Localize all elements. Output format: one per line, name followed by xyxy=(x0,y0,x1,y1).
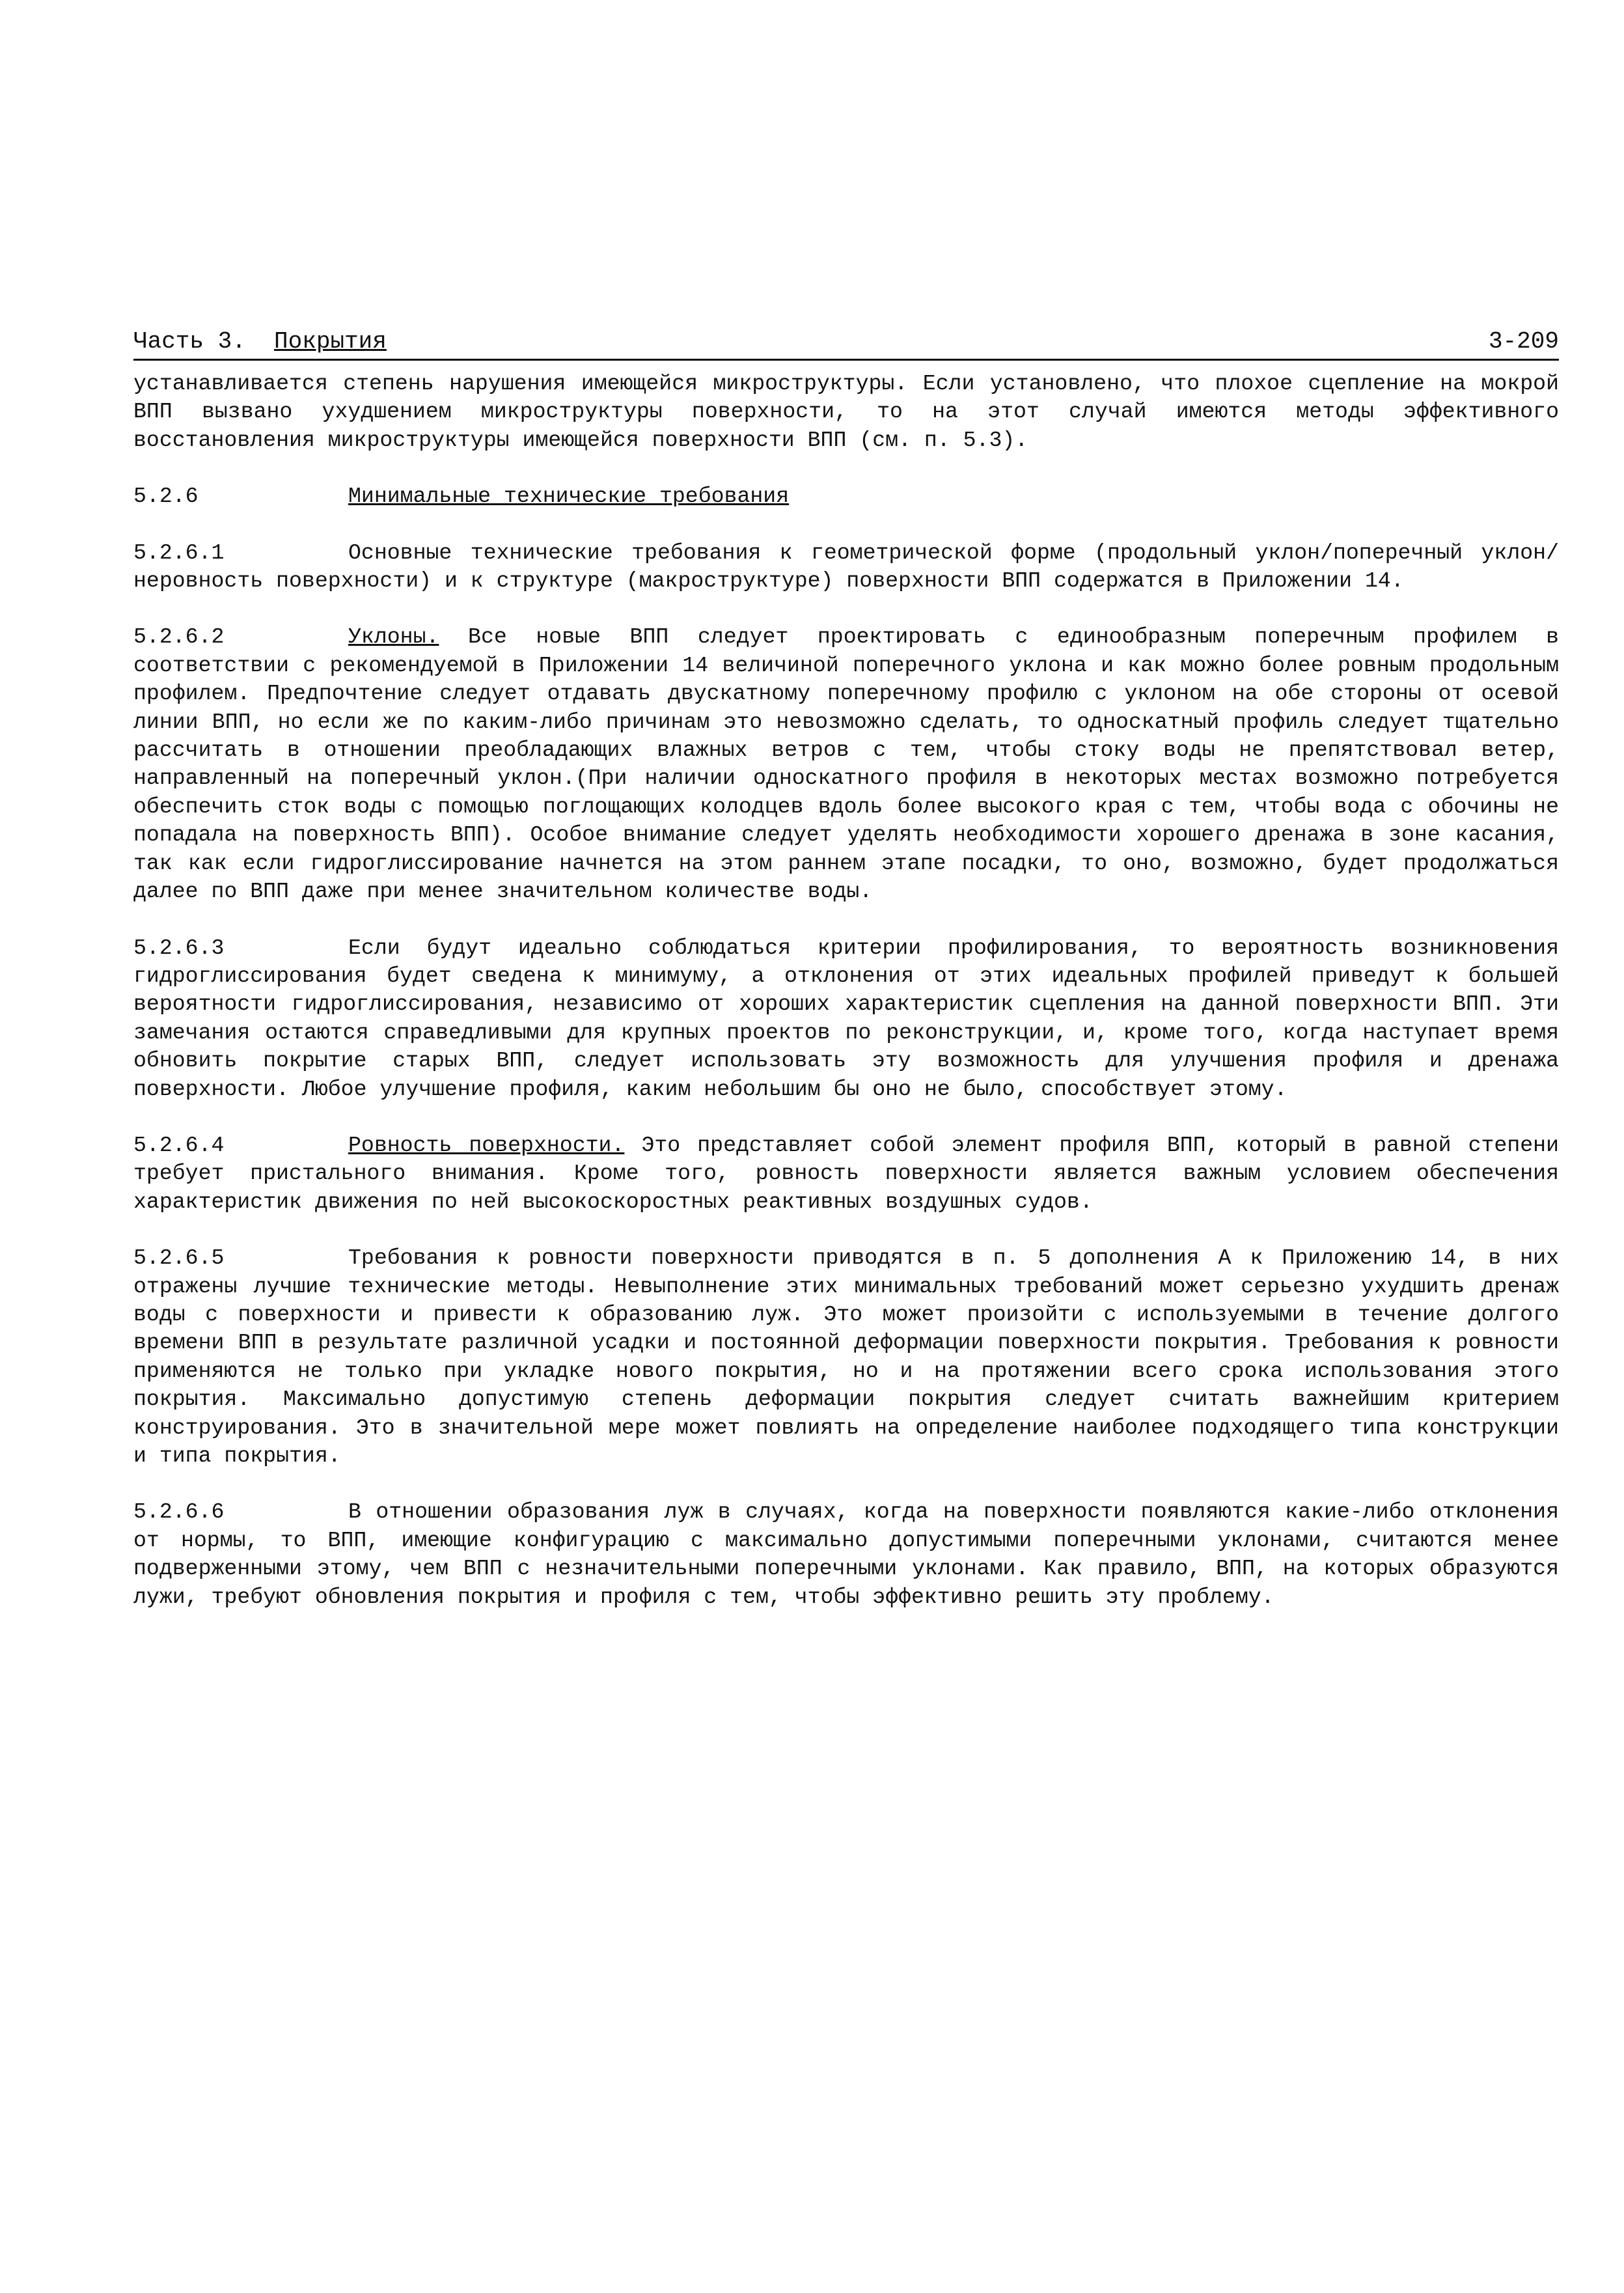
intro-paragraph xyxy=(133,370,1559,454)
document-page xyxy=(133,329,1559,1611)
paragraph-text: Это представляет собой элемент профиля ВПП, который в равной степени требует пристального внимания. Кроме того, ровность поверхности является важным условием обеспечения характеристик движения по ней высокоскоростных реактивных воздушных судов. xyxy=(133,1132,1559,1214)
paragraph-number: 5.2.6.6 xyxy=(133,1499,225,1525)
section-number: 5.2.6 xyxy=(133,484,199,509)
paragraph-text: Все новые ВПП следует проектировать с единообразным поперечным профилем в соответствии с рекомендуемой в Приложении 14 величиной поперечного уклона и как можно более ровным продольным профилем. Предпочтение следует отдавать двускатному поперечному профилю с уклоном на обе стороны от осевой линии ВПП, но если же по каким-либо причинам это невозможно сделать, то односкатный профиль следует тщательно рассчитать в отношении преобладающих влажных ветров с тем, чтобы стоку воды не препятствовал ветер, направленный на поперечный уклон.(При наличии односкатного профиля в некоторых местах возможно потребуется обеспечить сток воды с помощью поглощающих колодцев вдоль более высокого края с тем, чтобы вода с обочины не попадала на поверхность ВПП). Особое внимание следует уделять необходимости хорошего дренажа в зоне касания, так как если гидроглиссирование начнется на этом раннем этапе посадки, то оно, возможно, будет продолжаться далее по ВПП даже при менее значительном количестве воды. xyxy=(133,624,1559,904)
paragraph-number: 5.2.6.5 xyxy=(133,1245,225,1271)
paragraph-number: 5.2.6.1 xyxy=(133,540,225,565)
document-body xyxy=(133,370,1559,1611)
intro-text: устанавливается степень нарушения имеющейся микроструктуры. Если установлено, что плохое сцепление на мокрой ВПП вызвано ухудшением микроструктуры поверхности, то на этот случай имеются методы эффективного восстановления микроструктуры имеющейся поверхности ВПП (см. п. 5.3). xyxy=(133,371,1559,452)
paragraph-text: Если будут идеально соблюдаться критерии профилирования, то вероятность возникновения гидроглиссирования будет сведена к минимуму, а отклонения от этих идеальных профилей приведут к большей вероятности гидроглиссирования, независимо от хороших характеристик сцепления на данной поверхности ВПП. Эти замечания остаются справедливыми для крупных проектов по реконструкции, и, кроме того, когда наступает время обновить покрытие старых ВПП, следует использовать эту возможность для улучшения профиля и дренажа поверхности. Любое улучшение профиля, каким небольшим бы оно не было, способствует этому. xyxy=(133,935,1559,1102)
header-section: Часть 3. xyxy=(133,328,246,355)
header-left xyxy=(133,329,387,355)
paragraph-heading: Ровность поверхности. xyxy=(348,1132,625,1158)
paragraph-5-2-6-3 xyxy=(133,934,1559,1104)
paragraph-text: В отношении образования луж в случаях, когда на поверхности появляются какие-либо отклонения от нормы, то ВПП, имеющие конфигурацию с максимально допустимыми поперечными уклонами, считаются менее подверженными этому, чем ВПП с незначительными поперечными уклонами. Как правило, ВПП, на которых образуются лужи, требуют обновления покрытия и профиля с тем, чтобы эффективно решить эту проблему. xyxy=(133,1499,1559,1609)
paragraph-5-2-6-1 xyxy=(133,539,1559,596)
paragraph-text: Основные технические требования к геометрической форме (продольный уклон/поперечный уклон/неровность поверхности) и к структуре (макроструктуре) поверхности ВПП содержатся в Приложении 14. xyxy=(133,540,1559,594)
page-number: 3-209 xyxy=(1488,328,1559,355)
paragraph-number: 5.2.6.2 xyxy=(133,624,225,650)
page-header xyxy=(133,329,1559,361)
paragraph-text: Требования к ровности поверхности приводятся в п. 5 дополнения А к Приложению 14, в них отражены лучшие технические методы. Невыполнение этих минимальных требований может серьезно ухудшить дренаж воды с поверхности и привести к образованию луж. Это может произойти с используемыми в течение долгого времени ВПП в результате различной усадки и постоянной деформации поверхности покрытия. Требования к ровности применяются не только при укладке нового покрытия, но и на протяжении всего срока использования этого покрытия. Максимально допустимую степень деформации покрытия следует считать важнейшим критерием конструирования. Это в значительной мере может повлиять на определение наиболее подходящего типа конструкции и типа покрытия. xyxy=(133,1245,1559,1468)
paragraph-5-2-6-5 xyxy=(133,1244,1559,1470)
paragraph-number: 5.2.6.3 xyxy=(133,935,225,960)
section-heading: Минимальные технические требования xyxy=(348,484,790,509)
paragraph-number: 5.2.6.4 xyxy=(133,1132,225,1158)
paragraph-5-2-6-4 xyxy=(133,1132,1559,1216)
paragraph-5-2-6-6 xyxy=(133,1498,1559,1611)
paragraph-heading: Уклоны. xyxy=(348,624,439,650)
section-5-2-6 xyxy=(133,482,1559,510)
paragraph-5-2-6-2 xyxy=(133,623,1559,906)
header-title: Покрытия xyxy=(274,328,387,355)
